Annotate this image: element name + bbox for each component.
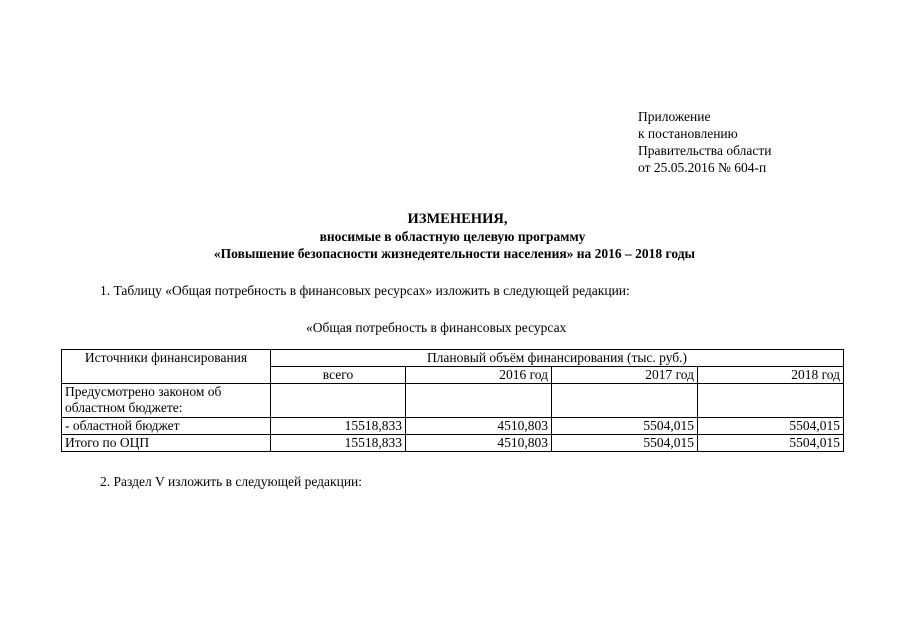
appendix-line: от 25.05.2016 № 604-п: [638, 160, 767, 175]
cell-2018: 5504,015: [698, 435, 844, 452]
table-row: [62, 384, 844, 418]
table-title: «Общая потребность в финансовых ресурсах: [306, 320, 567, 335]
row-label: Предусмотрено законом об областном бюджете:: [62, 384, 271, 418]
appendix-line: Приложение: [638, 109, 711, 124]
header-planned: Плановый объём финансирования (тыс. руб.): [271, 350, 844, 367]
header-source: Источники финансирования: [62, 350, 271, 384]
row-label: - областной бюджет: [62, 418, 271, 435]
cell-2017: [552, 384, 698, 418]
table-row: [62, 418, 844, 435]
cell-2016: [406, 384, 552, 418]
program-name: «Повышение безопасности жизнедеятельности населения» на 2016 – 2018 годы: [213, 246, 696, 261]
financing-table: [61, 349, 844, 452]
document-heading: [0, 210, 905, 262]
table-header-row: [62, 350, 844, 367]
row-label: Итого по ОЦП: [62, 435, 271, 452]
cell-2017: 5504,015: [552, 418, 698, 435]
header-2018: 2018 год: [698, 367, 844, 384]
cell-2018: 5504,015: [698, 418, 844, 435]
appendix-line: к постановлению: [638, 126, 738, 141]
cell-total: 15518,833: [271, 435, 406, 452]
document-title: ИЗМЕНЕНИЯ,: [407, 211, 508, 227]
cell-2018: [698, 384, 844, 418]
cell-total: 15518,833: [271, 418, 406, 435]
cell-2016: 4510,803: [406, 435, 552, 452]
header-total: всего: [271, 367, 406, 384]
cell-total: [271, 384, 406, 418]
header-2017: 2017 год: [552, 367, 698, 384]
appendix-line: Правительства области: [638, 143, 772, 158]
table-row: [62, 435, 844, 452]
cell-2016: 4510,803: [406, 418, 552, 435]
paragraph-2: 2. Раздел V изложить в следующей редакции:: [100, 474, 363, 489]
header-2016: 2016 год: [406, 367, 552, 384]
appendix-block: [638, 108, 771, 176]
paragraph-1: 1. Таблицу «Общая потребность в финансовых ресурсах» изложить в следующей редакции:: [100, 283, 630, 298]
document-subtitle: вносимые в областную целевую программу: [319, 229, 586, 244]
cell-2017: 5504,015: [552, 435, 698, 452]
